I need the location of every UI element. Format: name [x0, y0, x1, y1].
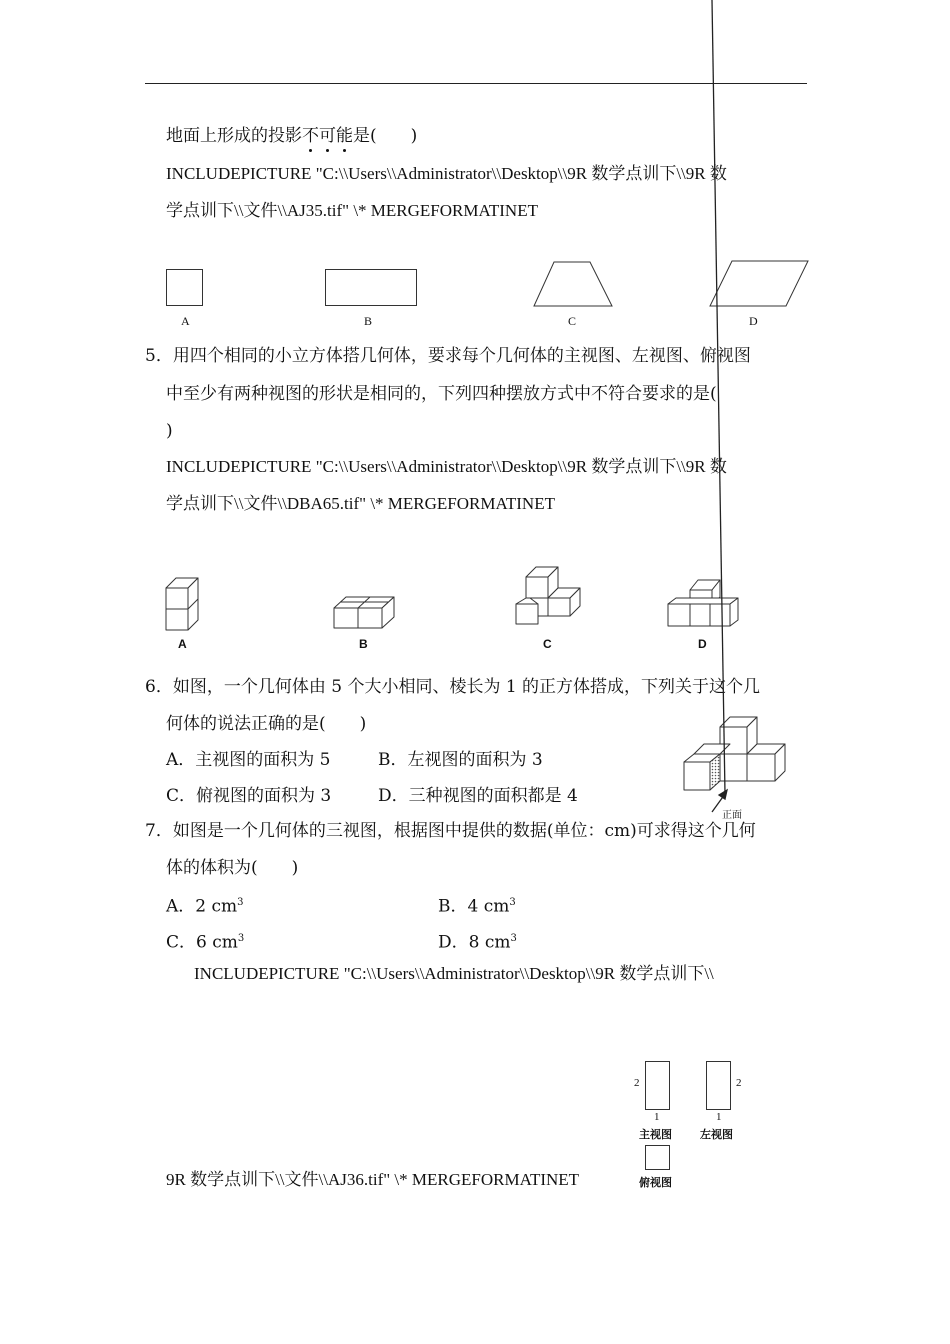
- q4-stem: 地面上形成的投影不可能是( ): [166, 126, 418, 146]
- q6-option-d: D．三种视图的面积都是 4: [378, 786, 578, 806]
- q7-left-view: [707, 1062, 731, 1110]
- emphasis-char: 能: [336, 126, 353, 146]
- q5-caption-b: B: [359, 637, 368, 651]
- q7-front-view-label: 主视图: [639, 1129, 672, 1141]
- q7-stem-line-1: 7．如图是一个几何体的三视图，根据图中提供的数据(单位：cm)可求得这个几何: [145, 821, 756, 841]
- q5-stem-line-2: 中至少有两种视图的形状是相同的，下列四种摆放方式中不符合要求的是(: [166, 384, 717, 404]
- q6-front-label: 正面: [722, 810, 742, 821]
- q6-stem-line-2: 何体的说法正确的是( ): [166, 714, 367, 734]
- q7-dim-height-front: 2: [634, 1077, 640, 1089]
- q6-option-b: B．左视图的面积为 3: [378, 750, 543, 770]
- q7-stem-line-2: 体的体积为( ): [166, 858, 299, 878]
- q4-caption-a: A: [181, 314, 190, 328]
- q7-option-b: B．4 $cm^3$: [438, 896, 516, 917]
- q5-caption-d: D: [698, 637, 707, 651]
- q7-dim-width-left: 1: [716, 1111, 722, 1123]
- q7-include-line-1: INCLUDEPICTURE "C:\\Users\\Administrator\\Desktop\\9R 数学点训下\\: [194, 964, 714, 983]
- q4-include-line-2: 学点训下\\文件\\AJ35.tif" \* MERGEFORMATINET: [166, 201, 538, 220]
- q6-option-a: A．主视图的面积为 5: [166, 750, 331, 770]
- q5-stem-line-3: ): [166, 421, 173, 441]
- q4-include-line-1: INCLUDEPICTURE "C:\\Users\\Administrator\\Desktop\\9R 数学点训下\\9R 数: [166, 164, 727, 183]
- q4-caption-b: B: [364, 314, 373, 328]
- q7-left-view-label: 左视图: [700, 1129, 733, 1141]
- q5-caption-c: C: [543, 637, 552, 651]
- q6-stem-line-1: 6．如图，一个几何体由 5 个大小相同、棱长为 1 的正方体搭成，下列关于这个几: [145, 677, 761, 697]
- q7-option-a: A．2 $cm^3$: [166, 896, 244, 917]
- q6-option-c: C．俯视图的面积为 3: [166, 786, 332, 806]
- q7-top-view-label: 俯视图: [639, 1177, 672, 1189]
- q4-caption-d: D: [749, 314, 758, 328]
- q7-include-line-2: 9R 数学点训下\\文件\\AJ36.tif" \* MERGEFORMATINET: [166, 1170, 580, 1189]
- q7-dim-height-left: 2: [736, 1077, 742, 1089]
- q7-dim-width-front: 1: [654, 1111, 660, 1123]
- q7-front-view: [646, 1062, 670, 1110]
- q4-caption-c: C: [568, 314, 577, 328]
- emphasis-char: 可: [319, 126, 336, 146]
- q5-stem-line-1: 5．用四个相同的小立方体搭几何体，要求每个几何体的主视图、左视图、俯视图: [145, 346, 751, 366]
- q5-include-line-1: INCLUDEPICTURE "C:\\Users\\Administrator\\Desktop\\9R 数学点训下\\9R 数: [166, 457, 727, 476]
- q7-option-c: C．6 $cm^3$: [166, 932, 245, 953]
- emphasis-char: 不: [302, 126, 319, 146]
- q5-include-line-2: 学点训下\\文件\\DBA65.tif" \* MERGEFORMATINET: [166, 494, 555, 513]
- q7-top-view: [646, 1146, 670, 1170]
- q5-caption-a: A: [178, 637, 187, 651]
- q7-option-d: D．8 $cm^3$: [438, 932, 517, 953]
